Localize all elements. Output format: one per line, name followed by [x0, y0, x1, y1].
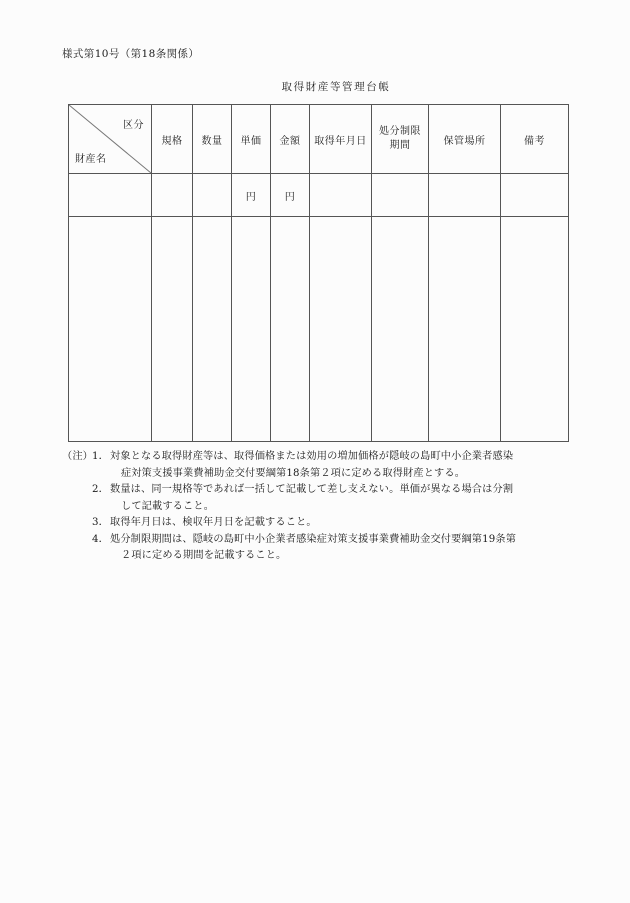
note-item: [62, 515, 618, 532]
notes-section: [62, 449, 618, 565]
header-label-disposal-restriction-line1: 処分制限: [379, 125, 421, 137]
note-number: 1．: [92, 451, 109, 462]
header-cell-disposal-restriction-period: [372, 105, 429, 174]
cell-quantity[interactable]: [193, 174, 232, 217]
header-cell-acquisition-date: 取得年月日: [310, 105, 372, 174]
cell-remarks[interactable]: [501, 174, 569, 217]
header-cell-quantity: 数量: [193, 105, 232, 174]
cell-quantity-body[interactable]: [193, 217, 232, 442]
table-unit-row: [69, 174, 569, 217]
cell-specification-body[interactable]: [152, 217, 193, 442]
note-text: [110, 449, 618, 482]
note-line: 対象となる取得財産等は、取得価格または効用の増加価格が隠岐の島町中小企業者感染: [110, 451, 514, 462]
note-number: 2．: [92, 484, 109, 496]
header-label-property-name: 財産名: [75, 154, 107, 165]
form-number: 様式第10号（第18条関係）: [62, 48, 200, 60]
note-item: [62, 532, 618, 565]
cell-unit-price-body[interactable]: [232, 217, 271, 442]
acquired-property-ledger-table: [68, 104, 568, 442]
cell-storage-location[interactable]: [429, 174, 501, 217]
cell-unit-price-unit: 円: [232, 174, 271, 217]
header-cell-unit-price: 単価: [232, 105, 271, 174]
note-line: 症対策支援事業費補助金交付要綱第18条第２項に定める取得財産とする。: [121, 467, 466, 479]
cell-property-name-body[interactable]: [69, 217, 152, 442]
table-header-row: [69, 105, 569, 174]
cell-remarks-body[interactable]: [501, 217, 569, 442]
note-number: 4．: [92, 533, 109, 545]
cell-specification[interactable]: [152, 174, 193, 217]
note-line: して記載すること。: [121, 500, 215, 512]
cell-disposal-restriction-period[interactable]: [372, 174, 429, 217]
header-cell-remarks: 備考: [501, 105, 569, 174]
note-item: [62, 449, 618, 482]
header-label-category: 区分: [123, 120, 144, 131]
notes-marker: （注）: [62, 451, 94, 462]
note-text: [110, 515, 618, 532]
note-text: [110, 482, 618, 515]
note-number: 3．: [92, 517, 109, 529]
note-line: 処分制限期間は、隠岐の島町中小企業者感染症対策支援事業費補助金交付要綱第19条第: [110, 533, 517, 545]
note-item: [62, 482, 618, 515]
note-text: [110, 532, 618, 565]
cell-storage-location-body[interactable]: [429, 217, 501, 442]
header-cell-storage-location: 保管場所: [429, 105, 501, 174]
note-line: 数量は、同一規格等であれば一括して記載して差し支えない。単価が異なる場合は分割: [110, 484, 514, 496]
note-line: ２項に定める期間を記載すること。: [121, 550, 287, 562]
cell-acquisition-date-body[interactable]: [310, 217, 372, 442]
header-cell-category-property: [69, 105, 152, 174]
table-body-row: [69, 217, 569, 442]
header-label-disposal-restriction-line2: 期間: [389, 140, 411, 151]
cell-property-name[interactable]: [69, 174, 152, 217]
cell-amount-unit: 円: [271, 174, 310, 217]
note-line: 取得年月日は、検収年月日を記載すること。: [110, 517, 317, 529]
header-cell-amount: 金額: [271, 105, 310, 174]
page-title: 取得財産等管理台帳: [281, 81, 391, 93]
cell-acquisition-date[interactable]: [310, 174, 372, 217]
cell-disposal-restriction-period-body[interactable]: [372, 217, 429, 442]
cell-amount-body[interactable]: [271, 217, 310, 442]
header-cell-specification: 規格: [152, 105, 193, 174]
